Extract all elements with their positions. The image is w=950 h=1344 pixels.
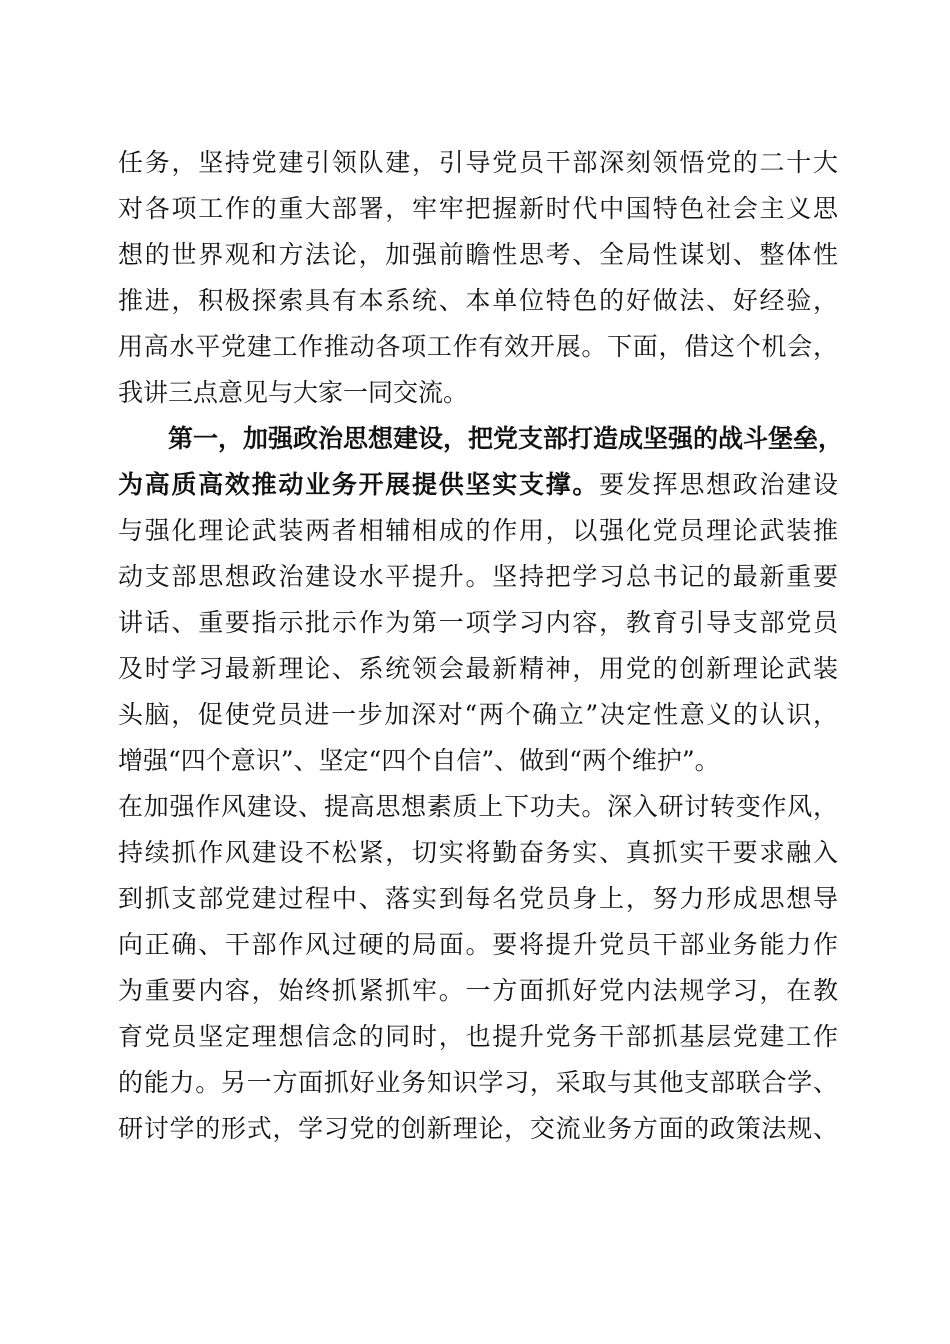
paragraph-first-point (118, 416, 844, 1152)
paragraph-intro (118, 140, 838, 416)
text-span: 要发挥思想政治建设 (599, 470, 838, 499)
text-line: 与强化理论武装两者相辅相成的作用，以强化党员理论武装推 (118, 516, 838, 545)
text-line: 研讨学的形式，学习党的创新理论，交流业务方面的政策法规、 (118, 1114, 838, 1143)
text-line: 到抓支部党建过程中、落实到每名党员身上，努力形成思想导 (118, 884, 838, 913)
text-line: 用高水平党建工作推动各项工作有效开展。下面，借这个机会， (118, 332, 838, 361)
text-line: 育党员坚定理想信念的同时，也提升党务干部抓基层党建工作 (118, 1022, 838, 1051)
text-line: 推进，积极探索具有本系统、本单位特色的好做法、好经验， (118, 286, 838, 315)
text-line: 想的世界观和方法论，加强前瞻性思考、全局性谋划、整体性 (118, 240, 838, 269)
text-line: 及时学习最新理论、系统领会最新精神，用党的创新理论武装 (118, 654, 838, 683)
text-line: 动支部思想政治建设水平提升。坚持把学习总书记的最新重要 (118, 562, 838, 591)
text-line: 头脑，促使党员进一步加深对“两个确立”决定性意义的认识， (118, 700, 838, 729)
text-line: 向正确、干部作风过硬的局面。要将提升党员干部业务能力作 (118, 930, 838, 959)
text-line: 增强“四个意识”、坚定“四个自信”、做到“两个维护”。 (118, 746, 720, 775)
text-line (118, 462, 838, 508)
section-heading-line: 第一，加强政治思想建设，把党支部打造成坚强的战斗堡垒， (168, 424, 844, 453)
document-body (118, 140, 844, 1152)
text-line: 为重要内容，始终抓紧抓牢。一方面抓好党内法规学习，在教 (118, 976, 838, 1005)
text-line: 的能力。另一方面抓好业务知识学习，采取与其他支部联合学、 (118, 1068, 838, 1097)
text-line: 任务，坚持党建引领队建，引导党员干部深刻领悟党的二十大 (118, 148, 838, 177)
section-heading-continuation: 为高质高效推动业务开展提供坚实支撑。 (118, 470, 600, 499)
text-line: 讲话、重要指示批示作为第一项学习内容，教育引导支部党员 (118, 608, 838, 637)
text-line: 对各项工作的重大部署，牢牢把握新时代中国特色社会主义思 (118, 194, 838, 223)
text-line: 持续抓作风建设不松紧，切实将勤奋务实、真抓实干要求融入 (118, 838, 838, 867)
text-line: 在加强作风建设、提高思想素质上下功夫。深入研讨转变作风， (118, 792, 838, 821)
text-line: 我讲三点意见与大家一同交流。 (118, 378, 469, 407)
